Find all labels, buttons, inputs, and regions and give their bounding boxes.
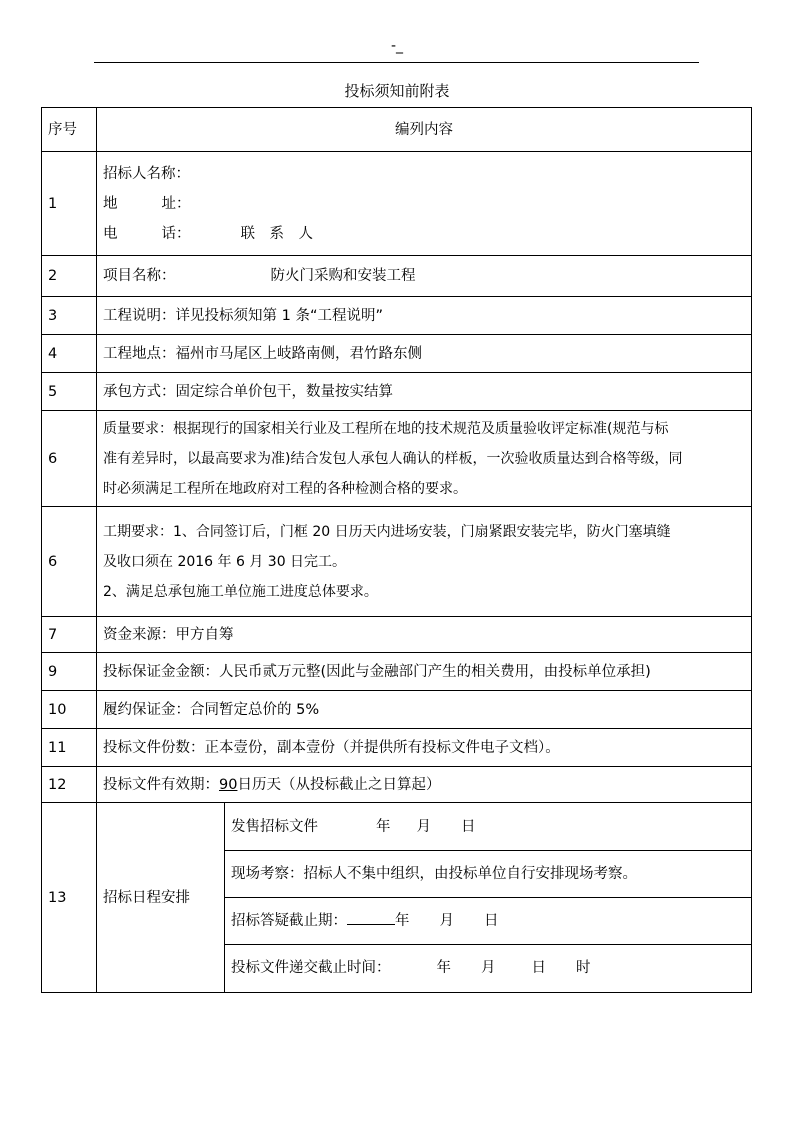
- row-number: 1: [42, 152, 97, 256]
- contract-mode: 承包方式：固定综合单价包干，数量按实结算: [97, 373, 752, 411]
- table-row: [42, 691, 752, 729]
- project-name: 项目名称： 防火门采购和安装工程: [97, 256, 752, 297]
- table-row: [42, 729, 752, 767]
- table-row: [42, 335, 752, 373]
- text-line: 准有差异时，以最高要求为准)结合发包人承包人确认的样板，一次验收质量达到合格等级，同: [103, 450, 683, 467]
- schedule-requirements: [97, 507, 752, 617]
- text-line: 质量要求：根据现行的国家相关行业及工程所在地的技术规范及质量验收评定标准(规范与标: [103, 420, 669, 437]
- schedule-label: 招标日程安排: [97, 803, 225, 993]
- project-description: 工程说明：详见投标须知第 1 条“工程说明”: [97, 297, 752, 335]
- tenderer-address: 地 址：: [103, 195, 191, 212]
- submission-deadline: 投标文件递交截止时间： 年 月 日 时: [231, 960, 591, 977]
- table-row: [42, 617, 752, 653]
- row-number: 13: [42, 803, 97, 993]
- bid-notice-table: [41, 107, 752, 993]
- text-line: 时必须满足工程所在地政府对工程的各种检测合格的要求。: [103, 480, 467, 497]
- clarification-deadline: 招标答疑截止期： 年 月 日: [225, 898, 751, 945]
- table-header-row: [42, 108, 752, 152]
- row-number: 3: [42, 297, 97, 335]
- row-number: 10: [42, 691, 97, 729]
- quality-requirements: [97, 411, 752, 507]
- bid-copies: 投标文件份数：正本壹份，副本壹份（并提供所有投标文件电子文档）。: [97, 729, 752, 767]
- document-title: 投标须知前附表: [344, 82, 450, 100]
- site-visit: 现场考察：招标人不集中组织，由投标单位自行安排现场考察。: [225, 851, 751, 898]
- schedule-cell: [225, 803, 752, 993]
- row-number: 2: [42, 256, 97, 297]
- row-number: 4: [42, 335, 97, 373]
- table-row: [42, 653, 752, 691]
- row-number: 6: [42, 411, 97, 507]
- table-row: [42, 152, 752, 256]
- bid-validity: 投标文件有效期：90日历天（从投标截止之日算起）: [97, 767, 752, 803]
- schedule-subtable: [225, 804, 751, 992]
- header-rule: [94, 62, 699, 63]
- table-row: [42, 411, 752, 507]
- row-content: [97, 152, 752, 256]
- performance-bond: 履约保证金：合同暂定总价的 5%: [97, 691, 752, 729]
- table-row: [42, 767, 752, 803]
- header-seq: 序号: [42, 108, 97, 152]
- table-row: [42, 507, 752, 617]
- bid-bond: 投标保证金金额：人民币贰万元整(因此与金融部门产生的相关费用，由投标单位承担): [97, 653, 752, 691]
- table-row: [42, 297, 752, 335]
- text-line: 工期要求：1、合同签订后，门框 20 日历天内进场安装，门扇紧跟安装完毕，防火门塞填缝: [103, 523, 671, 540]
- fund-source: 资金来源：甲方自筹: [97, 617, 752, 653]
- row-number: 11: [42, 729, 97, 767]
- text-line: 及收口须在 2016 年 6 月 30 日完工。: [103, 553, 347, 570]
- project-location: 工程地点：福州市马尾区上岐路南侧，君竹路东侧: [97, 335, 752, 373]
- page-header-mark: -_: [390, 38, 404, 54]
- sale-of-tender-docs: 发售招标文件 年 月 日: [225, 804, 751, 851]
- table-row: [42, 256, 752, 297]
- row-number: 6: [42, 507, 97, 617]
- tenderer-phone: 电 话： 联 系 人: [103, 225, 313, 242]
- table-row: [42, 373, 752, 411]
- row-number: 9: [42, 653, 97, 691]
- tenderer-name: 招标人名称：: [103, 165, 190, 182]
- row-number: 7: [42, 617, 97, 653]
- table-row: [42, 803, 752, 993]
- header-content: 编列内容: [97, 108, 752, 152]
- text-line: 2、满足总承包施工单位施工进度总体要求。: [103, 583, 378, 600]
- row-number: 5: [42, 373, 97, 411]
- row-number: 12: [42, 767, 97, 803]
